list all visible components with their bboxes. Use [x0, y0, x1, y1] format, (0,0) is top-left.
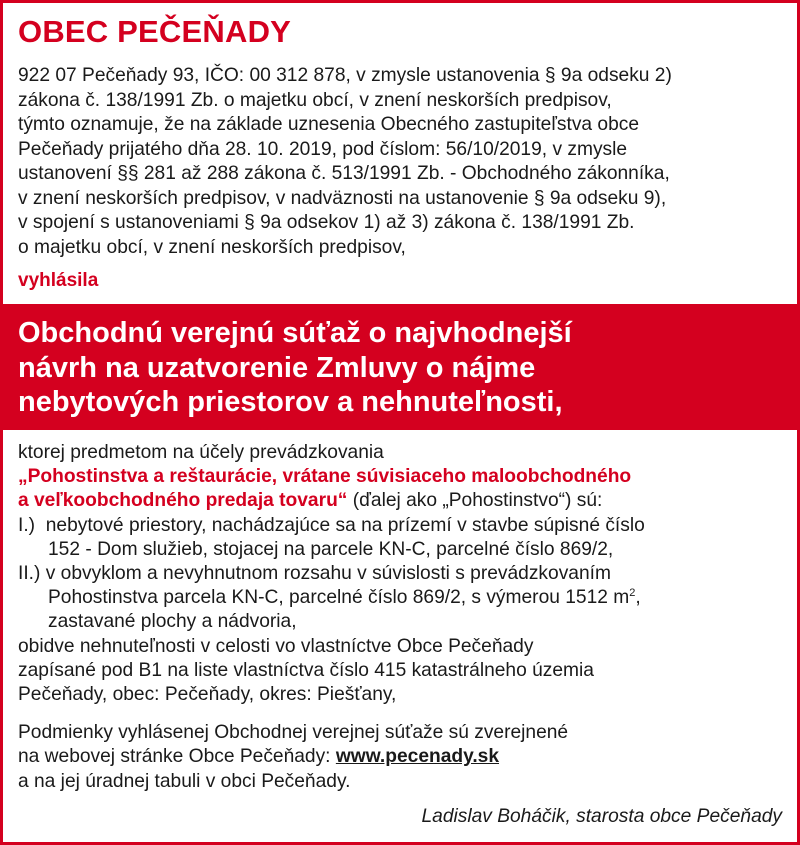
item-text-part: , — [635, 587, 641, 609]
intro-line: v spojení s ustanoveniami § 9a odsekov 1) až 3) zákona č. 138/1991 Zb. — [18, 212, 635, 233]
item-text: 152 - Dom služieb, stojacej na parcele KN-C, parcelné číslo 869/2, — [48, 538, 614, 560]
list-item — [18, 562, 788, 586]
item-text: v obvyklom a nevyhnutnom rozsahu v súvislosti s prevádzkovaním — [45, 563, 611, 585]
item-text: nebytové priestory, nachádzajúce sa na prízemí v stavbe súpisné číslo — [45, 514, 645, 536]
intro-line: v znení neskorších predpisov, v nadväznosti na ustanovenie § 9a odseku 9), — [18, 187, 667, 209]
item-text-part: Pohostinstva parcela KN-C, parcelné číslo 869/2, s výmerou 1512 m — [48, 587, 630, 609]
intro-line: zákona č. 138/1991 Zb. o majetku obcí, v znení neskorších predpisov, — [18, 89, 612, 111]
website-link[interactable]: www.pecenady.sk — [335, 746, 500, 768]
headline-text — [18, 316, 788, 420]
subject-intro: ktorej predmetom na účely prevádzkovania — [18, 442, 384, 463]
conditions-text: na webovej stránke Obce Pečeňady: — [18, 746, 336, 768]
owner-line: obidve nehnuteľnosti v celosti vo vlastníctve Obce Pečeňady — [18, 635, 534, 657]
purpose-line: „Pohostinstva a reštaurácie, vrátane súvisiaceho maloobchodného — [18, 466, 632, 488]
purpose-line — [18, 489, 788, 513]
intro-line: ustanovení §§ 281 až 288 zákona č. 513/1991 Zb. - Obchodného zákonníka, — [18, 163, 670, 184]
headline-line: návrh na uzatvorenie Zmluvy o nájme — [18, 351, 536, 384]
declared-label: vyhlásila — [18, 270, 99, 291]
purpose-suffix: (ďalej ako „Pohostinstvo“) sú: — [347, 490, 603, 512]
item-marker: II.) — [18, 563, 41, 585]
headline-line: Obchodnú verejnú súťaž o najvhodnejší — [18, 317, 572, 349]
purpose-highlight: a veľkoobchodného predaja tovaru“ — [18, 490, 348, 512]
spacer — [18, 707, 788, 721]
conditions-line: Podmienky vyhlásenej Obchodnej verejnej súťaže sú zverejnené — [18, 722, 569, 744]
item-text: zastavané plochy a nádvoria, — [48, 611, 297, 633]
intro-line: 922 07 Pečeňady 93, IČO: 00 312 878, v zmysle ustanovenia § 9a odseku 2) — [18, 65, 672, 86]
superscript: 2 — [629, 587, 636, 600]
owner-line: zapísané pod B1 na liste vlastníctva číslo 415 katastrálneho územia — [18, 659, 594, 681]
owner-line: Pečeňady, obec: Pečeňady, okres: Piešťany, — [18, 684, 397, 706]
conditions-line: a na jej úradnej tabuli v obci Pečeňady. — [18, 770, 351, 792]
page-title: OBEC PEČEŇADY — [18, 14, 292, 49]
signature: Ladislav Boháčik, starosta obce Pečeňady — [421, 806, 782, 827]
intro-paragraph — [18, 64, 788, 260]
intro-line: o majetku obcí, v znení neskorších predpisov, — [18, 236, 406, 258]
intro-line: týmto oznamuje, že na základe uznesenia Obecného zastupiteľstva obce — [18, 114, 640, 135]
item-marker: I.) — [18, 514, 36, 536]
item-text — [18, 586, 788, 610]
intro-line: Pečeňady prijatého dňa 28. 10. 2019, pod číslom: 56/10/2019, v zmysle — [18, 138, 628, 160]
conditions-line — [18, 745, 788, 769]
notice-body — [18, 441, 788, 794]
headline-line: nebytových priestorov a nehnuteľnosti, — [18, 386, 563, 418]
list-item — [18, 514, 788, 538]
